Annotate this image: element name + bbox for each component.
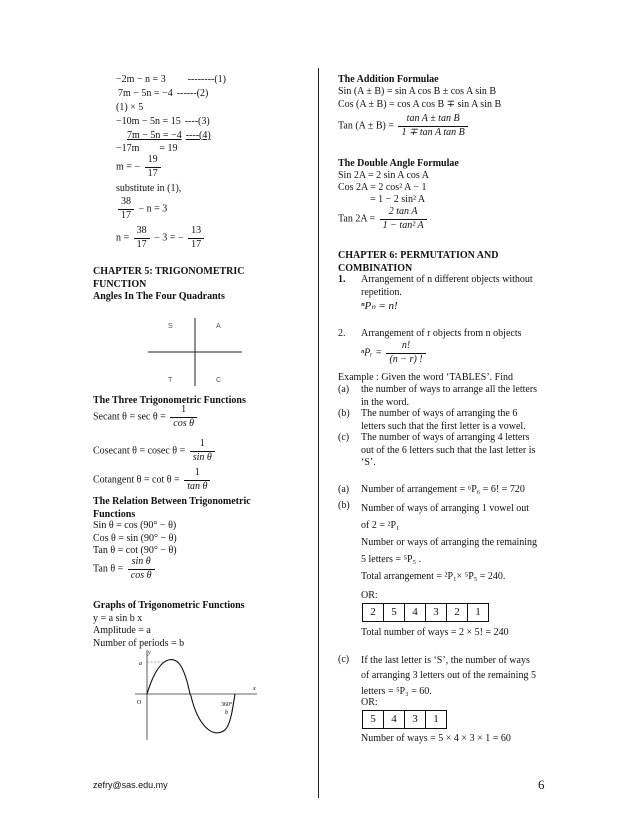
solution-a-tag: (a) [338,484,350,495]
box-row-2 [362,710,447,729]
equation-2: 7m − 5n = −4 ------(2) [118,88,209,99]
sine-curve [147,660,235,733]
quadrant-c: C [216,377,222,384]
substitute-equation: $\frac{38}{17}$ − n = 3 [116,196,167,222]
equation-3: −10m − 5n = 15 ----(3) [116,116,210,127]
box-cell: 3 [405,711,426,728]
equation-5: −17m = 19 [116,143,178,154]
chapter5-title: CHAPTER 5: TRIGONOMETRIC FUNCTION Angles In The Four Quadrants [93,266,245,302]
perm-item-1-number: 1. [338,274,346,285]
graph-a-label: a [139,661,142,667]
quadrant-t: T [168,377,173,384]
perm-formula-2: ⁿPᵣ = $\frac{n!}{(n - r) !}$ [361,340,428,366]
substitute-text: substitute in (1), [116,183,182,194]
example-b-text: The number of ways of arranging the 6 letters such that the first letter is a vowel. [361,408,526,432]
box-row-1 [362,603,489,622]
box-cell: 1 [475,606,481,618]
tan-formula: Tan θ = $\frac{\text{sin θ}}{\text{cos θ}}$ [93,556,157,582]
multiply-step: (1) × 5 [116,102,144,113]
quadrant-diagram [140,312,250,392]
solution-c-tag: (c) [338,654,350,665]
relation-formulas: Sin θ = cos (90° − θ) Cos θ = sin (90° − θ) Tan θ = cot (90° − θ) [93,520,177,556]
perm-item-1-text: Arrangement of n different objects without repetition. [361,274,533,298]
m-result: m = − $\frac{19}{17}$ [116,154,163,180]
example-c-text: The number of ways of arranging 4 letters out of the 6 letters such that the last letter is ‘S’. [361,432,536,468]
box-cell: 5 [363,711,384,728]
addition-title: The Addition Formulae [338,74,439,85]
perm-item-2-number: 2. [338,328,346,339]
graph-360-label: 360° [221,702,233,708]
solution-c: If the last letter is ‘S’, the number of ways of arranging 3 letters out of the remaining 5 letters = ⁵P₃ = 60. [361,655,536,697]
quadrant-s: S [168,323,173,330]
box-cell: 4 [405,604,426,621]
solution-b-total: Total number of ways = 2 × 5! = 240 [361,627,509,638]
double-cos: Cos 2A = 2 cos² A − 1 [338,182,427,193]
solution-a: Number of arrangement = ⁶P₆ = 6! = 720 [361,484,525,495]
addition-tan: Tan (A ± B) = $\frac{\text{tan A ± tan B}}{\text{1 ∓ tan A tan B}}$ [338,113,470,139]
graph-y-label: y [148,650,151,656]
box-cell: 2 [447,604,468,621]
box-cell: 4 [384,711,405,728]
or-label-2: OR: [361,697,378,708]
double-sin: Sin 2A = 2 sin A cos A [338,170,429,181]
example-b-tag: (b) [338,408,350,419]
box-cell: 3 [426,604,447,621]
n-result: n = $\frac{38}{17}$ − 3 = − $\frac{13}{17}$ [116,225,206,251]
graph-origin-label: O [137,700,142,706]
box-cell: 1 [433,713,439,725]
example-intro: Example : Given the word ‘TABLES’. Find [338,372,514,383]
addition-cos: Cos (A ± B) = cos A cos B ∓ sin A sin B [338,99,502,110]
perm-formula-1: ⁿPₙ = n! [361,300,398,312]
solution-b-tag: (b) [338,500,350,511]
secant-formula: Secant θ = sec θ = $\frac{1}{\text{cos θ}}$ [93,404,199,430]
page-number: 6 [538,777,545,792]
example-a-tag: (a) [338,384,350,395]
footer-email: zefry@sas.edu.my [93,780,168,790]
chapter6-title: CHAPTER 6: PERMUTATION AND COMBINATION [338,250,499,274]
cosecant-formula: Cosecant θ = cosec θ = $\frac{1}{\text{sin θ}}$ [93,438,217,464]
relation-title: The Relation Between Trigonometric Functions [93,496,251,520]
cotangent-formula: Cotangent θ = cot θ = $\frac{1}{\text{tan θ}}$ [93,467,212,493]
example-a-text: the number of ways to arrange all the letters in the word. [361,384,538,408]
double-tan: Tan 2A = $\frac{\text{2 tan A}}{\text{1 − tan² A}}$ [338,206,429,232]
solution-b: Number of ways of arranging 1 vowel out of 2 = ²P₁ Number or ways of arranging the remaining 5 letters = ⁵P₅ . Total arrangement = ²P₁× ⁵P₅ = 240. [361,503,538,582]
graph-b-label: b [225,710,228,716]
box-cell: 2 [363,604,384,621]
three-functions-title: The Three Trigonometric Functions [93,395,246,406]
box-cell: 5 [384,604,405,621]
equation-1: −2m − n = 3 --------(1) [116,74,227,85]
or-label-1: OR: [361,590,378,601]
equation-4: 7m − 5n = −4 ----(4) [127,130,211,141]
addition-sin: Sin (A ± B) = sin A cos B ± cos A sin B [338,86,497,97]
example-c-tag: (c) [338,432,350,443]
perm-item-2-text: Arrangement of r objects from n objects [361,328,522,339]
column-divider [318,68,319,798]
double-cos-alt: = 1 − 2 sin² A [370,194,426,205]
graph-x-label: x [253,686,256,692]
solution-c-total: Number of ways = 5 × 4 × 3 × 1 = 60 [361,733,511,744]
quadrant-a: A [216,323,221,330]
sine-graph [125,644,265,744]
double-angle-title: The Double Angle Formulae [338,158,459,169]
graphs-section: Graphs of Trigonometric Functions y = a sin b x Amplitude = a Number of periods = b [93,600,245,649]
